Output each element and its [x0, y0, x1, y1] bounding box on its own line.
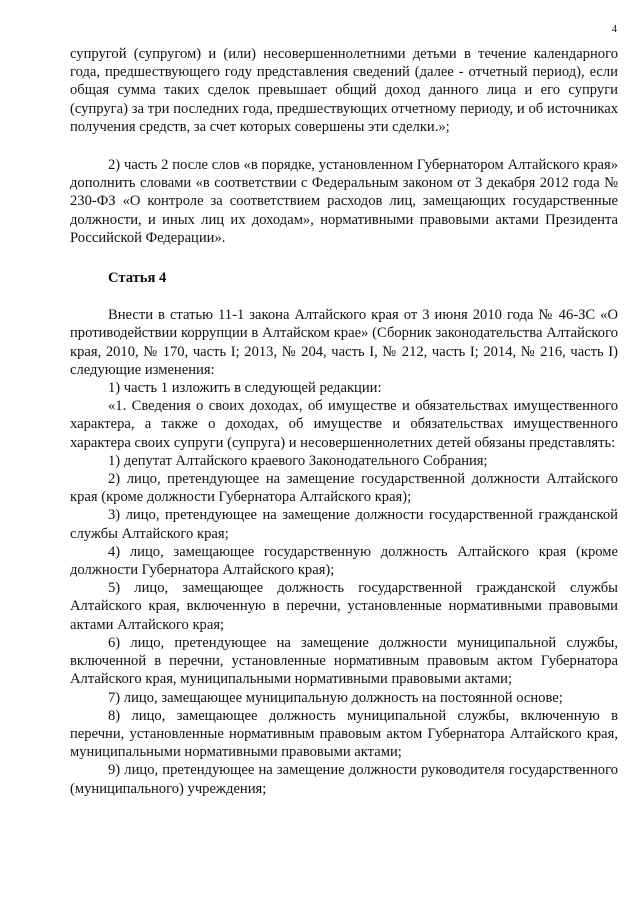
- article-heading: Статья 4: [108, 270, 167, 287]
- paragraph-article-intro: Внести в статью 11-1 закона Алтайского края от 3 июня 2010 года № 46-ЗС «О противодействии коррупции в Алтайском крае» (Сборник законодательства Алтайского края, 2010, № 170, часть I; 2013, № 204, часть I, № 212, часть I; 2014, № 216, часть I) следующие изменения:: [70, 307, 618, 378]
- list-item: 4) лицо, замещающее государственную должность Алтайского края (кроме должности Губернатора Алтайского края);: [70, 543, 618, 579]
- paragraph-part-1: 1) часть 1 изложить в следующей редакции:: [108, 380, 382, 397]
- list-item: 5) лицо, замещающее должность государственной гражданской службы Алтайского края, включенную в перечни, установленные нормативными правовыми актами Алтайского края;: [70, 580, 618, 633]
- list-item: 1) депутат Алтайского краевого Законодательного Собрания;: [108, 452, 488, 469]
- list-item: 8) лицо, замещающее должность муниципальной службы, включенную в перечни, установленные нормативным правовым актом Губернатора Алтайского края, муниципальными нормативными правовыми актами;: [70, 707, 618, 761]
- list-item: 7) лицо, замещающее муниципальную должность на постоянной основе;: [108, 689, 563, 706]
- list-item: 3) лицо, претендующее на замещение должности государственной гражданской службы Алтайского края;: [70, 507, 618, 542]
- paragraph-new-text: «1. Сведения о своих доходах, об имуществе и обязательствах имущественного характера, а также о доходах, об имуществе и обязательствах имущественного характера своих супруги (супруга) и несовершеннолетних детей обязаны представлять:: [70, 398, 618, 451]
- document-body: [70, 45, 618, 798]
- paragraph-amendment-2: 2) часть 2 после слов «в порядке, установленном Губернатором Алтайского края» дополнить словами «в соответствии с Федеральным законом от 3 декабря 2012 года № 230-ФЗ «О контроле за соответствием расходов лиц, замещающих государственные должности, и иных лиц их доходам», нормативными правовыми актами Президента Российской Федерации».: [70, 157, 618, 246]
- list-item: 6) лицо, претендующее на замещение должности муниципальной службы, включенной в перечни, установленные нормативным правовым актом Губернатора Алтайского края, муниципальными нормативными правовыми актами;: [70, 634, 618, 688]
- page-number: 4: [611, 24, 617, 35]
- list-item: 9) лицо, претендующее на замещение должности руководителя государственного (муниципального) учреждения;: [70, 762, 618, 797]
- paragraph-continuation: супругой (супругом) и (или) несовершеннолетними детьми в течение календарного года, предшествующего году представления сведений (далее - отчетный период), если общая сумма таких сделок превышает общий доход данного лица и его супруги (супруга) за три последних года, предшествующих отчетному периоду, и об источниках получения средств, за счет которых совершены эти сделки.»;: [70, 46, 618, 135]
- list-item: 2) лицо, претендующее на замещение государственной должности Алтайского края (кроме должности Губернатора Алтайского края);: [70, 471, 618, 506]
